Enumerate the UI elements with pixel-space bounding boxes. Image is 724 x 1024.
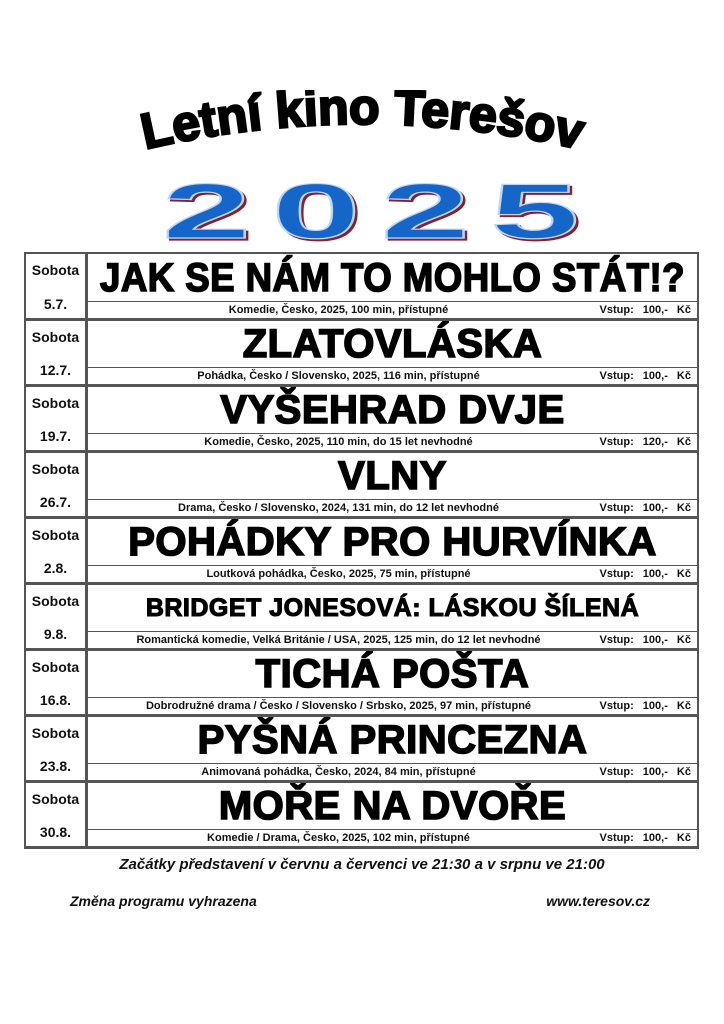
screening-details bbox=[87, 651, 697, 714]
screening-day: Sobota bbox=[31, 329, 80, 345]
film-description: Komedie, Česko, 2025, 110 min, do 15 let nevhodné bbox=[204, 436, 473, 448]
film-title-box bbox=[88, 519, 697, 565]
screening-details bbox=[87, 783, 697, 846]
film-info-line bbox=[88, 301, 697, 318]
start-times-note: Začátky představení v červnu a červenci ve 21:30 a v srpnu ve 21:00 bbox=[119, 856, 605, 873]
screening-date: 30.8. bbox=[39, 824, 72, 840]
screening-row bbox=[26, 583, 697, 649]
screening-details bbox=[87, 453, 697, 516]
film-description: Komedie, Česko, 2025, 100 min, přístupné bbox=[228, 304, 449, 316]
film-title-box bbox=[88, 321, 697, 367]
admission-price: Vstup: 100,- Kč bbox=[599, 502, 691, 514]
film-description: Romantická komedie, Velká Británie / USA, 2025, 125 min, do 12 let nevhodné bbox=[136, 634, 541, 646]
screening-details bbox=[87, 585, 697, 648]
film-title: PYŠNÁ PRINCEZNA bbox=[197, 718, 588, 762]
film-title-box bbox=[88, 585, 697, 631]
screening-day: Sobota bbox=[31, 395, 80, 411]
screening-row bbox=[26, 253, 697, 319]
film-info-line bbox=[88, 499, 697, 516]
screening-row bbox=[26, 517, 697, 583]
film-title-box bbox=[88, 387, 697, 433]
screening-date-cell bbox=[26, 387, 87, 450]
screening-day: Sobota bbox=[31, 659, 80, 675]
film-title-box bbox=[88, 783, 697, 829]
screening-date: 23.8. bbox=[39, 758, 72, 774]
website-link[interactable]: www.teresov.cz bbox=[546, 893, 650, 909]
screening-date: 26.7. bbox=[39, 494, 72, 510]
film-title-box bbox=[88, 453, 697, 499]
poster-title-text: Letní kino Terešov bbox=[135, 90, 590, 160]
admission-price: Vstup: 100,- Kč bbox=[599, 700, 691, 712]
admission-price: Vstup: 100,- Kč bbox=[599, 766, 691, 778]
film-description: Drama, Česko / Slovensko, 2024, 131 min, do 12 let nevhodné bbox=[178, 502, 499, 514]
screening-row bbox=[26, 715, 697, 781]
screening-date: 12.7. bbox=[39, 362, 72, 378]
screening-row bbox=[26, 385, 697, 451]
film-info-line bbox=[88, 763, 697, 780]
film-title-box bbox=[88, 717, 697, 763]
screening-date-cell bbox=[26, 585, 87, 648]
screening-day: Sobota bbox=[31, 593, 80, 609]
screening-row bbox=[26, 319, 697, 385]
film-title: POHÁDKY PRO HURVÍNKA bbox=[128, 520, 657, 564]
screening-date-cell bbox=[26, 321, 87, 384]
screening-date: 5.7. bbox=[43, 296, 68, 312]
screening-date-cell bbox=[26, 519, 87, 582]
screening-details bbox=[87, 717, 697, 780]
screening-details bbox=[87, 519, 697, 582]
film-title: VLNY bbox=[338, 454, 447, 498]
screening-row bbox=[26, 781, 697, 847]
screening-date-cell bbox=[26, 651, 87, 714]
program-change-notice: Změna programu vyhrazena bbox=[70, 893, 257, 909]
film-info-line bbox=[88, 829, 697, 846]
screening-date: 2.8. bbox=[43, 560, 68, 576]
screening-date-cell bbox=[26, 453, 87, 516]
screening-row bbox=[26, 451, 697, 517]
screening-date: 9.8. bbox=[43, 626, 68, 642]
poster-title bbox=[136, 90, 590, 160]
film-title: MOŘE NA DVOŘE bbox=[218, 784, 567, 828]
film-title-box bbox=[88, 254, 697, 301]
film-info-line bbox=[88, 697, 697, 714]
film-title: TICHÁ POŠTA bbox=[255, 652, 530, 696]
film-info-line bbox=[88, 367, 697, 384]
film-description: Dobrodružné drama / Česko / Slovensko / Srbsko, 2025, 97 min, přístupné bbox=[145, 700, 532, 712]
screening-row bbox=[26, 649, 697, 715]
poster-title-art bbox=[0, 90, 724, 250]
admission-price: Vstup: 100,- Kč bbox=[599, 634, 691, 646]
film-info-line bbox=[88, 565, 697, 582]
screening-day: Sobota bbox=[31, 791, 80, 807]
film-title: BRIDGET JONESOVÁ: LÁSKOU ŠÍLENÁ bbox=[145, 593, 640, 622]
screening-date: 19.7. bbox=[39, 428, 72, 444]
film-info-line bbox=[88, 433, 697, 450]
screening-date: 16.8. bbox=[39, 692, 72, 708]
film-title-box bbox=[88, 651, 697, 697]
admission-price: Vstup: 120,- Kč bbox=[599, 436, 691, 448]
screening-details bbox=[87, 321, 697, 384]
screening-day: Sobota bbox=[31, 725, 80, 741]
film-title: ZLATOVLÁSKA bbox=[242, 322, 543, 366]
poster-year: 2025 bbox=[162, 167, 600, 250]
film-description: Komedie / Drama, Česko, 2025, 102 min, přístupné bbox=[207, 832, 470, 844]
film-title: JAK SE NÁM TO MOHLO STÁT!? bbox=[100, 255, 685, 300]
screening-day: Sobota bbox=[31, 527, 80, 543]
film-description: Pohádka, Česko / Slovensko, 2025, 116 min, přístupné bbox=[197, 370, 480, 382]
film-info-line bbox=[88, 631, 697, 648]
poster-header bbox=[0, 90, 724, 250]
screening-date-cell bbox=[26, 783, 87, 846]
screening-date-cell bbox=[26, 717, 87, 780]
screening-details bbox=[87, 387, 697, 450]
screening-date-cell bbox=[26, 254, 87, 318]
screening-schedule bbox=[24, 252, 699, 849]
film-description: Loutková pohádka, Česko, 2025, 75 min, přístupné bbox=[206, 568, 471, 580]
screening-day: Sobota bbox=[31, 461, 80, 477]
screening-day: Sobota bbox=[31, 262, 80, 278]
admission-price: Vstup: 100,- Kč bbox=[599, 568, 691, 580]
film-title: VYŠEHRAD DVJE bbox=[220, 388, 565, 432]
screening-details bbox=[87, 254, 697, 318]
admission-price: Vstup: 100,- Kč bbox=[599, 832, 691, 844]
film-description: Animovaná pohádka, Česko, 2024, 84 min, přístupné bbox=[201, 766, 476, 778]
admission-price: Vstup: 100,- Kč bbox=[599, 304, 691, 316]
admission-price: Vstup: 100,- Kč bbox=[599, 370, 691, 382]
